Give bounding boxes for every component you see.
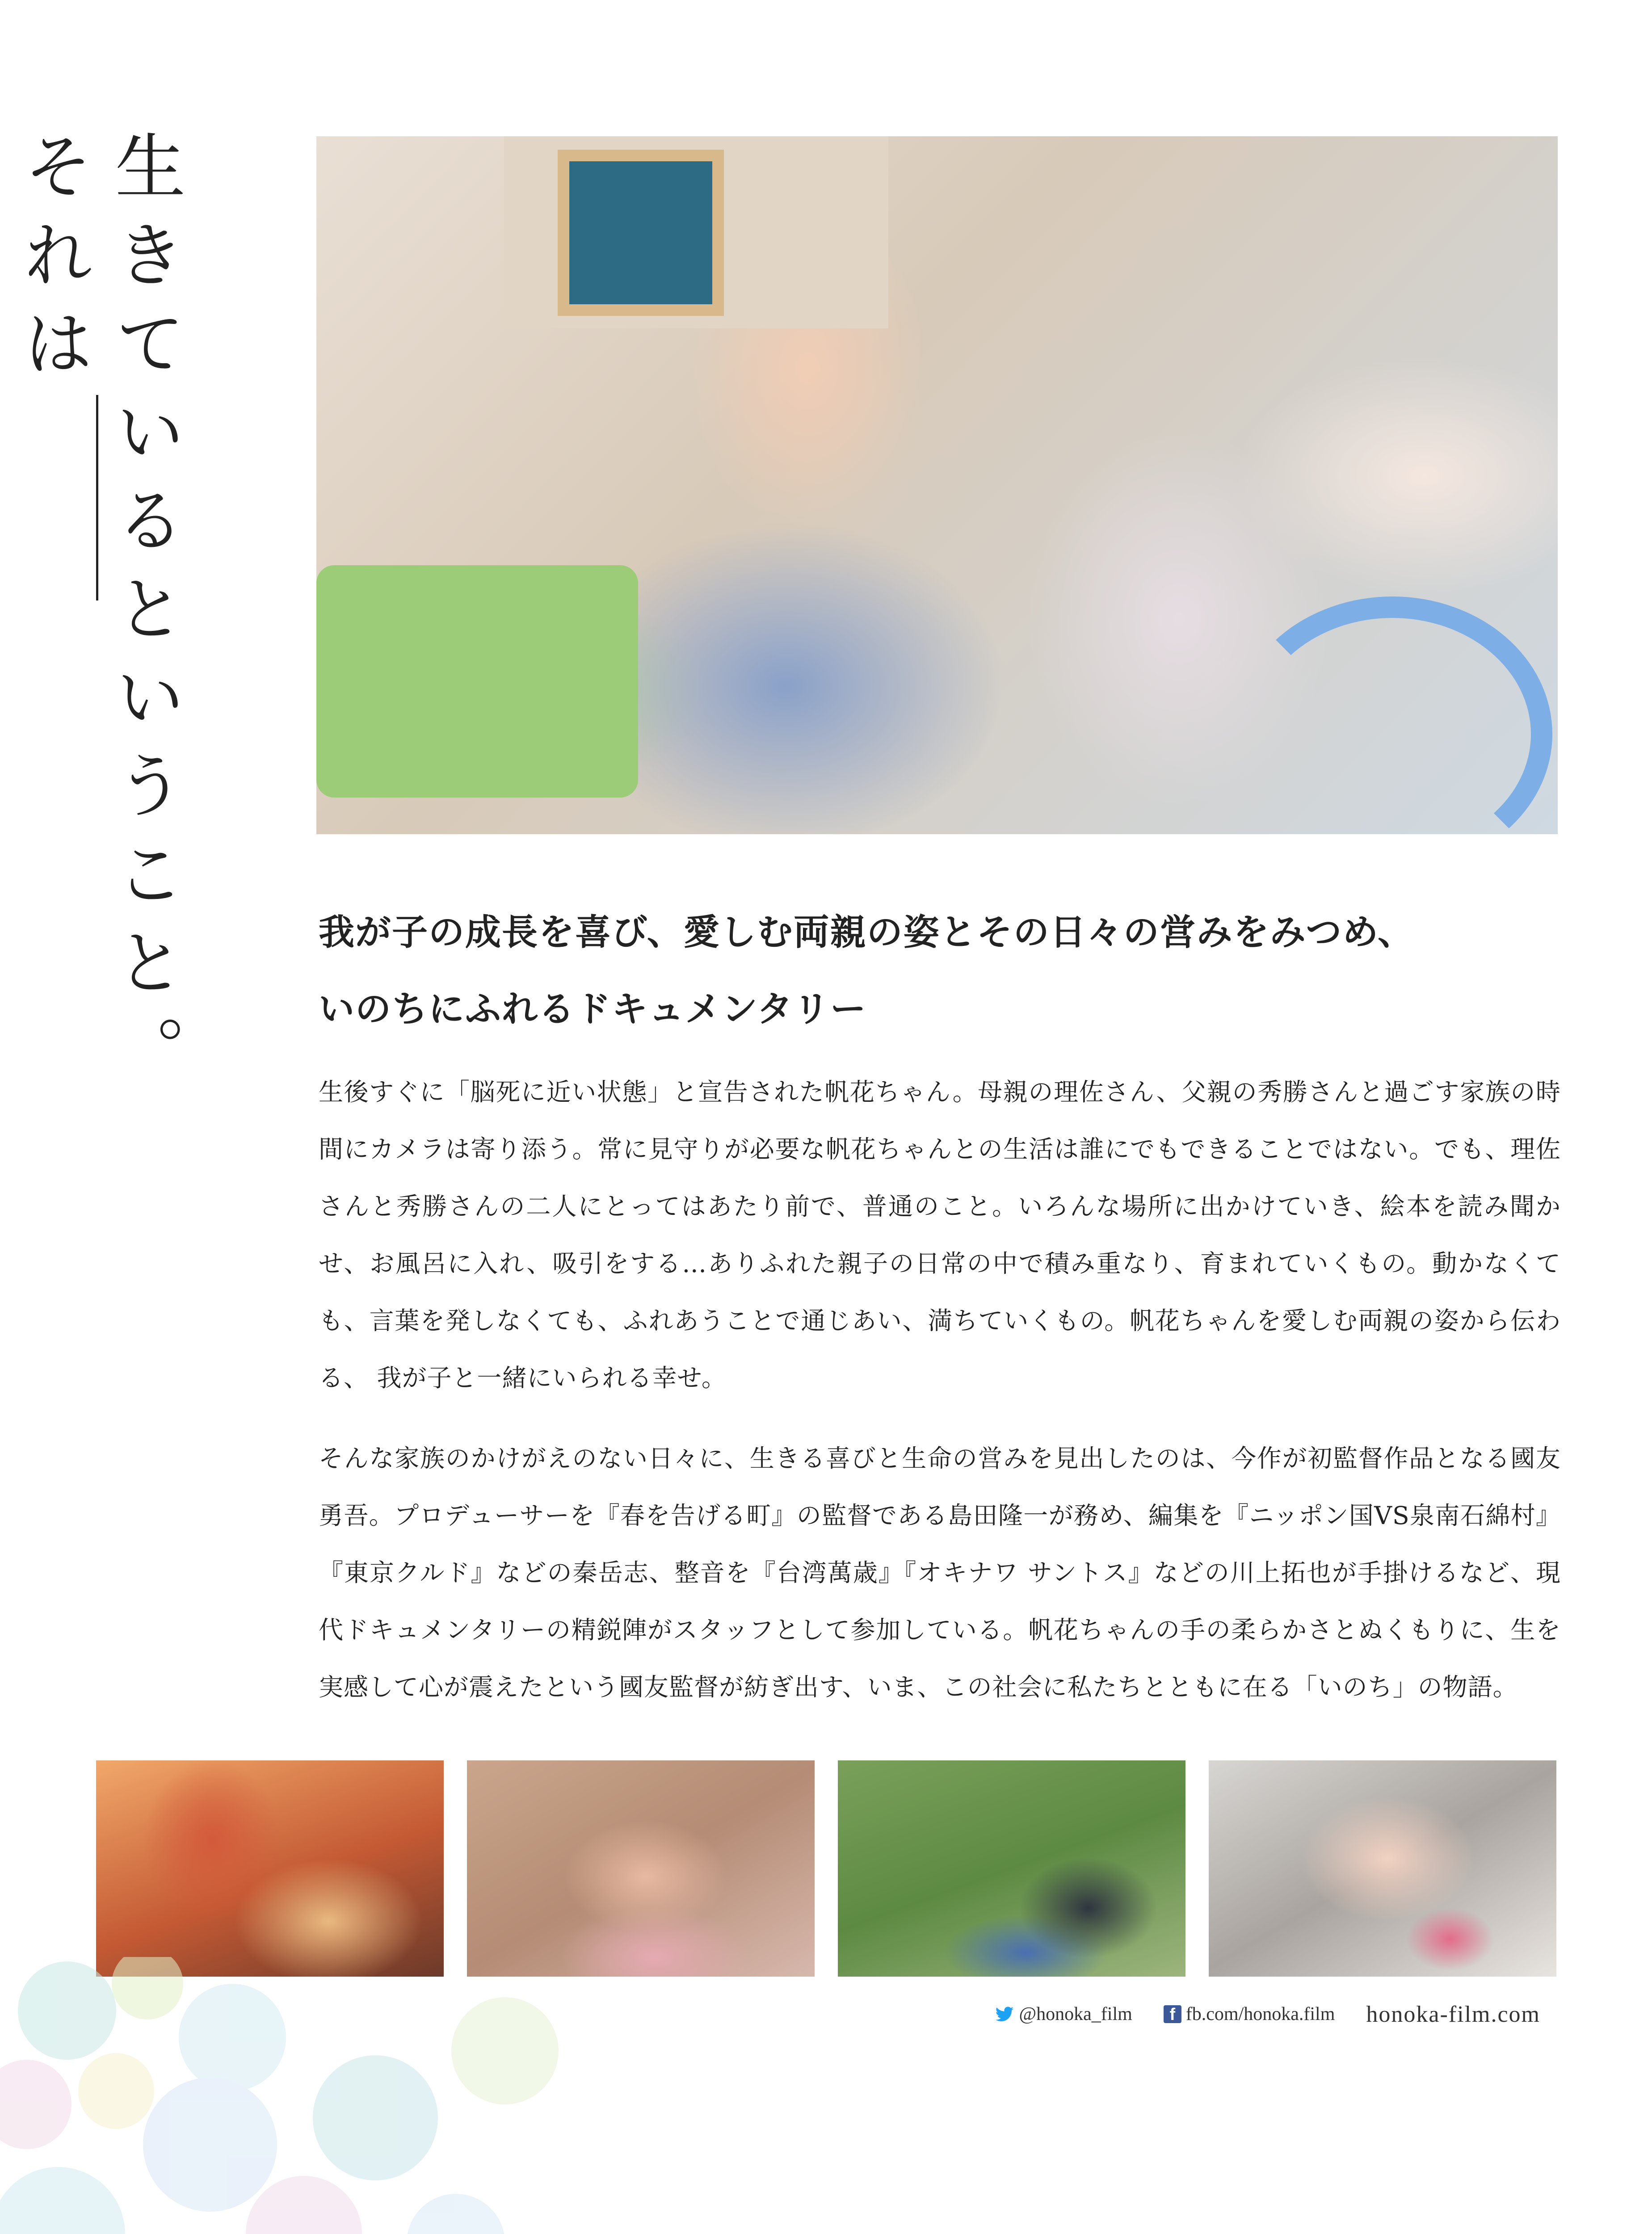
photo-wall-painting: [558, 150, 724, 316]
vertical-title: [11, 130, 190, 1506]
still-photo-father-outdoors: [838, 1760, 1185, 1977]
headline-line1: 我が子の成長を喜び、愛しむ両親の姿とその日々の営みをみつめ、: [319, 911, 1414, 953]
body-paragraph-1: 生後すぐに「脳死に近い状態」と宣告された帆花ちゃん。母親の理佐さん、父親の秀勝さんと過ごす家族の時間にカメラは寄り添う。常に見守りが必要な帆花ちゃんとの生活は誰にでもできることではない。でも、理佐さんと秀勝さんの二人にとってはあたり前で、普通のこと。いろんな場所に出かけていき、絵本を読み聞かせ、お風呂に入れ、吸引をする…ありふれた親子の日常の中で積み重なり、育まれていくもの。動かなくても、言葉を発しなくても、ふれあうことで通じあい、満ちていくもの。帆花ちゃんを愛しむ両親の姿から伝わる、 我が子と一緒にいられる幸せ。: [319, 1078, 1561, 1392]
still-photo-mother: [96, 1760, 444, 1977]
main-family-photo: [316, 136, 1558, 834]
still-photo-hands: [467, 1760, 815, 1977]
vertical-title-line2: それは: [11, 130, 94, 395]
body-paragraph-2: そんな家族のかけがえのない日々に、生きる喜びと生命の営みを見出したのは、今作が初監督作品となる國友勇吾。プロデューサーを『春を告げる町』の監督である島田隆一が務め、編集を『ニッポン国VS泉南石綿村』『東京クルド』などの秦岳志、整音を『台湾萬歳』『オキナワ サントス』などの川上拓也が手掛けるなど、現代ドキュメンタリーの精鋭陣がスタッフとして参加している。帆花ちゃんの手の柔らかさとぬくもりに、生を実感して心が震えたという國友監督が紡ぎ出す、いま、この社会に私たちとともに在る「いのち」の物語。: [319, 1444, 1561, 1701]
facebook-url: fb.com/honoka.film: [1185, 2004, 1335, 2024]
twitter-link[interactable]: [995, 2003, 1132, 2025]
twitter-icon: [995, 2004, 1014, 2024]
photo-ventilator-tube: [1232, 596, 1552, 834]
twitter-handle: @honoka_film: [1019, 2004, 1132, 2024]
title-dash: [96, 395, 98, 600]
watercolor-bubbles-decoration: [0, 1957, 581, 2234]
photo-green-sofa: [316, 565, 638, 798]
headline: [319, 894, 1561, 1047]
vertical-title-line1: 生きているということ。: [103, 130, 185, 1103]
still-photo-child: [1209, 1760, 1556, 1977]
website-link[interactable]: [1366, 2001, 1540, 2028]
headline-line2: いのちにふれるドキュメンタリー: [319, 988, 867, 1030]
website-url: honoka-film.com: [1366, 2001, 1540, 2027]
footer-social-links: [995, 1996, 1540, 2032]
facebook-link[interactable]: [1164, 2003, 1335, 2025]
facebook-icon: f: [1164, 2005, 1181, 2023]
